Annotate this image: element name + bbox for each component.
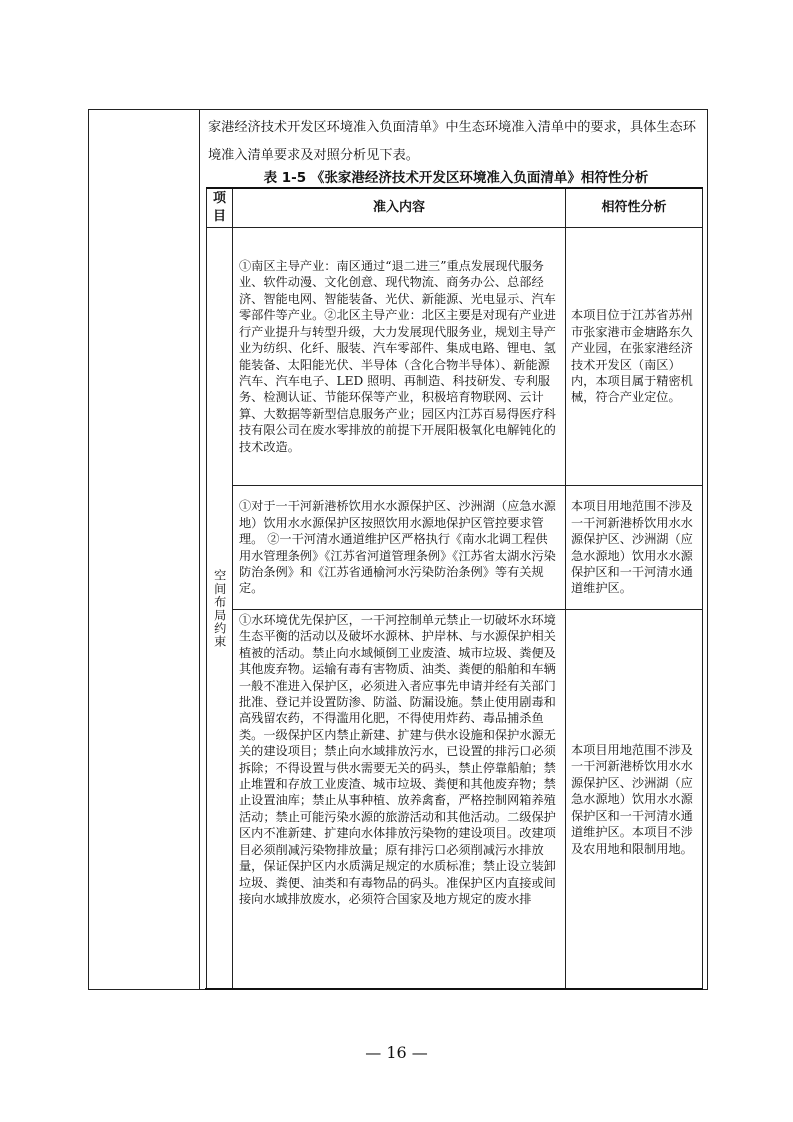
table-caption: 表 1-5 《张家港经济技术开发区环境准入负面清单》相符性分析 — [263, 170, 649, 186]
table-row — [207, 610, 703, 990]
header-item: 项目 — [207, 188, 233, 228]
table-row — [207, 486, 703, 610]
compliance-table — [206, 187, 703, 990]
intro-paragraph: 家港经济技术开发区环境准入负面清单》中生态环境准入清单中的要求，具体生态环境准入清单要求及对照分析见下表。 — [208, 120, 696, 163]
table-row — [207, 228, 703, 486]
category-cell: 空间布局约束 — [207, 228, 233, 990]
content-cell: ①水环境优先保护区，一干河控制单元禁止一切破坏水环境生态平衡的活动以及破坏水源林、护岸林、与水源保护相关植被的活动。禁止向水域倾倒工业废渣、城市垃圾、粪便及其他废弃物。运输有毒有害物质、油类、粪便的船舶和车辆一般不准进入保护区，必须进入者应事先申请并经有关部门批准、登记并设置防渗、防溢、防漏设施。禁止使用剧毒和高残留农药，不得滥用化肥，不得使用炸药、毒品捕杀鱼类。一级保护区内禁止新建、扩建与供水设施和保护水源无关的建设项目；禁止向水域排放污水，已设置的排污口必须拆除；不得设置与供水需要无关的码头，禁止停靠船舶；禁止堆置和存放工业废渣、城市垃圾、粪便和其他废弃物；禁止设置油库；禁止从事种植、放养禽畜，严格控制网箱养殖活动；禁止可能污染水源的旅游活动和其他活动。二级保护区内不准新建、扩建向水体排放污染物的建设项目。改建项目必须削减污染物排放量；原有排污口必须削减污水排放量，保证保护区内水质满足规定的水质标准；禁止设立装卸垃圾、粪便、油类和有毒物品的码头。准保护区内直接或间接向水域排放废水，必须符合国家及地方规定的废水排 — [233, 610, 566, 990]
page-number: — 16 — — [365, 1043, 428, 1062]
analysis-cell: 本项目用地范围不涉及一干河新港桥饮用水水源保护区、沙洲湖（应急水源地）饮用水水源保护区和一干河清水通道维护区。 — [566, 486, 703, 610]
table-header-row — [207, 188, 703, 228]
analysis-cell: 本项目用地范围不涉及一干河新港桥饮用水水源保护区、沙洲湖（应急水源地）饮用水水源保护区和一干河清水通道维护区。本项目不涉及农用地和限制用地。 — [566, 610, 703, 990]
table-bottom-rule — [205, 988, 703, 990]
header-analysis: 相符性分析 — [566, 188, 703, 228]
analysis-cell: 本项目位于江苏省苏州市张家港市金塘路东久产业园，在张家港经济技术开发区（南区）内，本项目属于精密机械，符合产业定位。 — [566, 228, 703, 486]
content-cell: ①南区主导产业：南区通过“退二进三”重点发展现代服务业、软件动漫、文化创意、现代物流、商务办公、总部经济、智能电网、智能装备、光伏、新能源、光电显示、汽车零部件等产业。②北区主导产业：北区主要是对现有产业进行产业提升与转型升级，大力发展现代服务业，规划主导产业为纺织、化纤、服装、汽车零部件、集成电路、锂电、氢能装备、太阳能光伏、半导体（含化合物半导体）、新能源汽车、汽车电子、LED 照明、再制造、科技研发、专利服务、检测认证、节能环保等产业，积极培育物联网、云计算、大数据等新型信息服务产业；园区内江苏百易得医疗科技有限公司在废水零排放的前提下开展阳极氧化电解钝化的技术改造。 — [233, 228, 566, 486]
left-label-column — [88, 110, 200, 990]
header-content: 准入内容 — [233, 188, 566, 228]
content-cell: ①对于一干河新港桥饮用水水源保护区、沙洲湖（应急水源地）饮用水水源保护区按照饮用水源地保护区管控要求管理。 ②一干河清水通道维护区严格执行《南水北调工程供用水管理条例》《江苏省河道管理条例》《江苏省太湖水污染防治条例》和《江苏省通榆河水污染防治条例》等有关规定。 — [233, 486, 566, 610]
